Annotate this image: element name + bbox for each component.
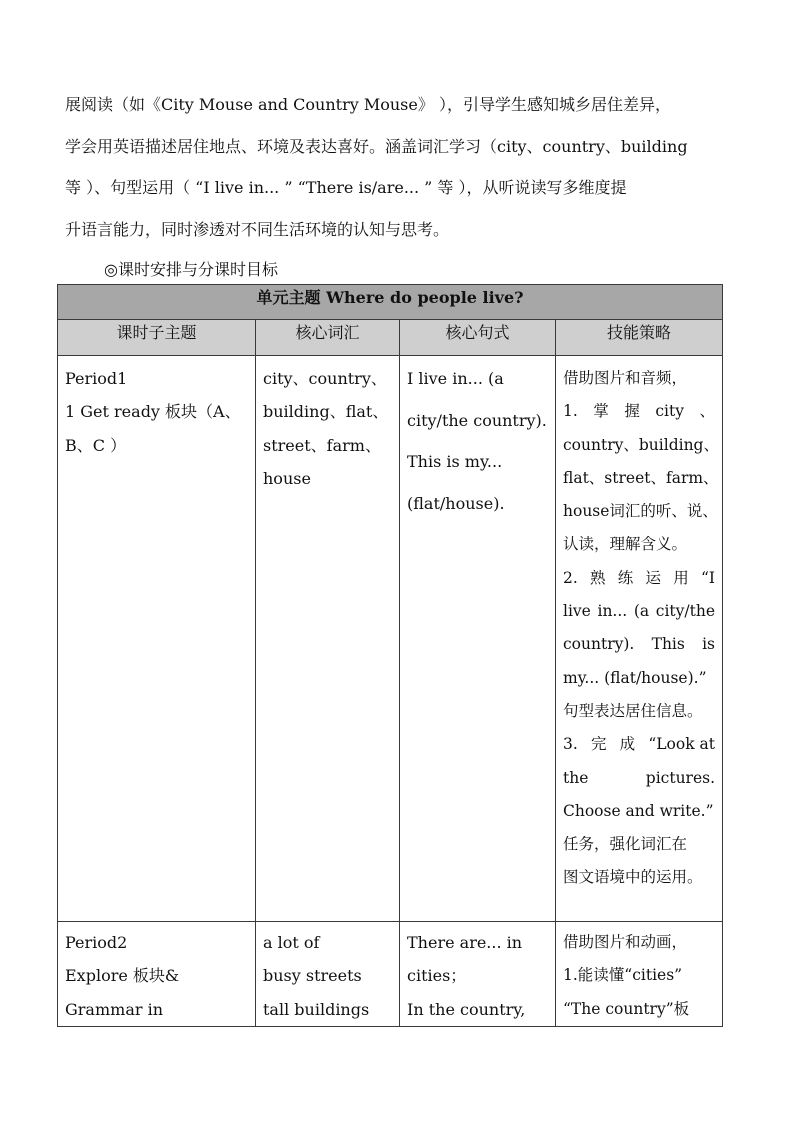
section-title: ◎课时安排与分课时目标: [104, 260, 278, 279]
skills-line: flat、street、farm、: [563, 468, 719, 487]
skills-line: 1. 掌 握 city 、: [563, 402, 716, 421]
table-row-period1: [58, 356, 723, 922]
unit-theme-row: [58, 285, 723, 320]
vocab-line: building、flat、: [263, 402, 389, 422]
sentence-line: There are... in: [407, 933, 523, 952]
header-subtopic: 课时子主题: [58, 320, 256, 356]
sentence-line: (flat/house).: [407, 493, 505, 513]
skills-line: country). This is: [563, 635, 716, 654]
skills-line: 任务，强化词汇在: [563, 835, 688, 854]
skills-line: 句型表达居住信息。: [563, 701, 703, 720]
vocab-line: a lot of: [263, 933, 320, 952]
period1-vocab-cell: [256, 356, 400, 922]
vocab-line: house: [263, 468, 311, 488]
skills-line: 图文语境中的运用。: [563, 868, 703, 887]
table-row-period2: [58, 922, 723, 1027]
skills-line: Choose and write.”: [563, 801, 714, 820]
period1-subtopic-cell: [58, 356, 256, 922]
intro-line: 等 ）、句型运用（ “I live in... ” “There is/are... ” 等 ），从听说读写多维度提: [65, 178, 627, 197]
period1-subtopic: B、C ）: [65, 435, 127, 455]
vocab-line: city、country、: [263, 369, 387, 388]
skills-line: 3. 完 成 “Look at: [563, 735, 716, 754]
intro-line: 展阅读（如《City Mouse and Country Mouse》 ），引导学生感知城乡居住差异，: [65, 95, 671, 114]
intro-paragraph: [65, 84, 737, 250]
period1-subtopic: 1 Get ready 板块（A、: [65, 402, 241, 422]
intro-line: 学会用英语描述居住地点、环境及表达喜好。涵盖词汇学习（city、country、building: [65, 136, 688, 156]
vocab-line: street、farm、: [263, 435, 381, 455]
skills-line: the pictures.: [563, 768, 716, 787]
period2-subtopic: Grammar in: [65, 999, 164, 1019]
period2-subtopic: Explore 板块&: [65, 966, 180, 986]
sentence-line: In the country,: [407, 999, 526, 1019]
vocab-line: tall buildings: [263, 999, 370, 1019]
skills-line: house词汇的听、说、: [563, 502, 718, 521]
skills-line: 认读，理解含义。: [563, 535, 688, 554]
skills-line: country、building、: [563, 435, 719, 454]
period1-sentences-cell: [400, 356, 556, 922]
skills-line: 借助图片和动画，: [563, 933, 688, 951]
header-skills: 技能策略: [556, 320, 723, 356]
header-vocab: 核心词汇: [256, 320, 400, 356]
period2-label: Period2: [65, 933, 128, 952]
sentence-line: I live in... (a: [407, 369, 504, 388]
period2-sentences-cell: [400, 922, 556, 1027]
skills-line: 2. 熟 练 运 用 “I: [563, 568, 715, 587]
sentence-line: This is my...: [407, 452, 503, 471]
sentence-line: cities；: [407, 966, 467, 986]
skills-line: 1.能读懂“cities”: [563, 966, 683, 985]
lesson-plan-table: [57, 284, 723, 1027]
skills-line: live in... (a city/the: [563, 602, 715, 621]
unit-theme: 单元主题 Where do people live?: [58, 285, 723, 320]
skills-line: “The country”板: [563, 999, 690, 1018]
skills-line: 借助图片和音频，: [563, 369, 688, 387]
header-sentences: 核心句式: [400, 320, 556, 356]
vocab-line: busy streets: [263, 966, 362, 986]
period1-label: Period1: [65, 369, 128, 388]
skills-line: my... (flat/house).”: [563, 668, 707, 687]
intro-line: 升语言能力，同时渗透对不同生活环境的认知与思考。: [65, 219, 450, 239]
period2-vocab-cell: [256, 922, 400, 1027]
table-header-row: [58, 320, 723, 356]
period2-skills-cell: [556, 922, 723, 1027]
period2-subtopic-cell: [58, 922, 256, 1027]
sentence-line: city/the country).: [407, 410, 547, 430]
period1-skills-cell: [556, 356, 723, 922]
